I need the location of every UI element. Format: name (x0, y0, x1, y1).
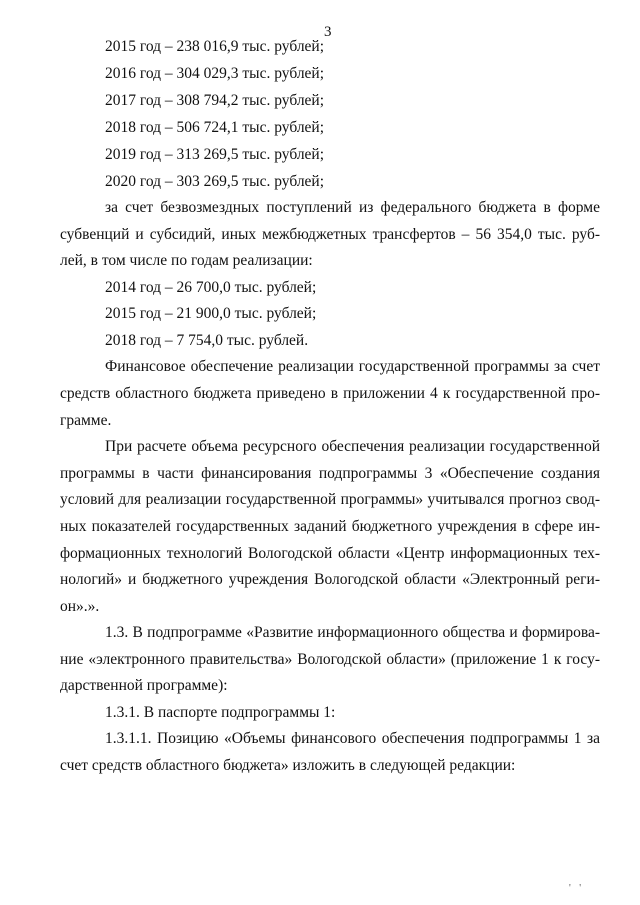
page-number: 3 (324, 24, 332, 40)
section-1-3-line: 1.3. В подпрограмме «Развитие информационного общества и формирова- (105, 624, 600, 641)
calculation-paragraph-line: он».». (60, 598, 100, 615)
calculation-paragraph-line: нологий» и бюджетного учреждения Вологодской области «Электронный реги- (60, 571, 600, 588)
top-list-item: 2018 год – 506 724,1 тыс. рублей; (105, 119, 325, 136)
calculation-paragraph-line: При расчете объема ресурсного обеспечения реализации государственной (105, 438, 600, 455)
calculation-paragraph-line: ных показателей государственных заданий бюджетного учреждения в сфере ин- (60, 518, 600, 535)
top-list-item: 2016 год – 304 029,3 тыс. рублей; (105, 65, 325, 82)
federal-list-item: 2018 год – 7 754,0 тыс. рублей. (105, 332, 309, 349)
financing-paragraph-line: средств областного бюджета приведено в приложении 4 к государственной про- (60, 385, 600, 402)
federal-list-item: 2014 год – 26 700,0 тыс. рублей; (105, 279, 317, 296)
corner-mark: ' ' (569, 883, 585, 894)
federal-paragraph-line: лей, в том числе по годам реализации: (60, 252, 313, 269)
calculation-paragraph-line: условий для реализации государственной программы» учитывался прогноз свод- (60, 491, 600, 508)
section-1-3-1-1-line: счет средств областного бюджета» изложить в следующей редакции: (60, 757, 516, 774)
federal-paragraph-line: субвенций и субсидий, иных межбюджетных трансфертов – 56 354,0 тыс. руб- (60, 226, 600, 243)
calculation-paragraph-line: программы в части финансирования подпрограммы 3 «Обеспечение создания (60, 465, 600, 482)
section-1-3-1: 1.3.1. В паспорте подпрограммы 1: (105, 704, 336, 721)
top-list-item: 2020 год – 303 269,5 тыс. рублей; (105, 173, 325, 190)
calculation-paragraph-line: формационных технологий Вологодской области «Центр информационных тех- (60, 545, 600, 562)
section-1-3-line: дарственной программе): (60, 677, 228, 694)
federal-paragraph-line: за счет безвозмездных поступлений из федерального бюджета в форме (105, 199, 600, 216)
top-list-item: 2015 год – 238 016,9 тыс. рублей; (105, 38, 325, 55)
financing-paragraph-line: грамме. (60, 412, 112, 429)
top-list-item: 2017 год – 308 794,2 тыс. рублей; (105, 92, 325, 109)
federal-list-item: 2015 год – 21 900,0 тыс. рублей; (105, 305, 317, 322)
top-list-item: 2019 год – 313 269,5 тыс. рублей; (105, 146, 325, 163)
section-1-3-line: ние «электронного правительства» Вологодской области» (приложение 1 к госу- (60, 651, 600, 668)
section-1-3-1-1-line: 1.3.1.1. Позицию «Объемы финансового обеспечения подпрограммы 1 за (105, 730, 600, 747)
financing-paragraph-line: Финансовое обеспечение реализации государственной программы за счет (105, 358, 600, 375)
